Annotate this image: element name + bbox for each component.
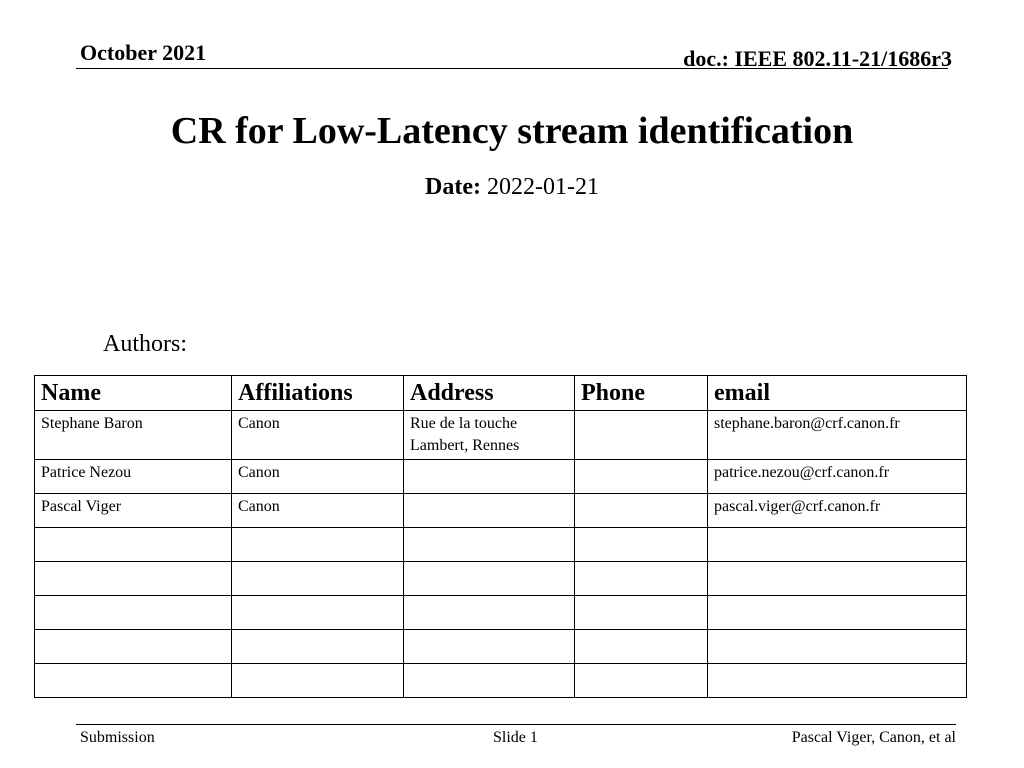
- footer-submission: Submission: [80, 729, 155, 746]
- author-address: [404, 528, 575, 562]
- author-name: [35, 562, 232, 596]
- author-phone: [575, 596, 708, 630]
- author-email: stephane.baron@crf.canon.fr: [708, 411, 967, 460]
- author-affiliation: Canon: [232, 460, 404, 494]
- author-phone: [575, 664, 708, 698]
- author-affiliation: [232, 596, 404, 630]
- table-row: [35, 411, 967, 460]
- table-row: [35, 664, 967, 698]
- author-phone: [575, 460, 708, 494]
- header-divider: [76, 68, 948, 69]
- column-header-email: email: [708, 376, 967, 411]
- table-row: [35, 494, 967, 528]
- author-name: Pascal Viger: [35, 494, 232, 528]
- author-name: [35, 664, 232, 698]
- author-phone: [575, 528, 708, 562]
- author-email: [708, 562, 967, 596]
- author-name: Patrice Nezou: [35, 460, 232, 494]
- author-email: patrice.nezou@crf.canon.fr: [708, 460, 967, 494]
- footer-author: Pascal Viger, Canon, et al: [791, 729, 956, 746]
- author-affiliation: [232, 630, 404, 664]
- author-email: [708, 596, 967, 630]
- author-name: [35, 630, 232, 664]
- author-address: [404, 596, 575, 630]
- author-email: pascal.viger@crf.canon.fr: [708, 494, 967, 528]
- footer-slide-number: Slide 1: [493, 729, 538, 746]
- author-affiliation: [232, 562, 404, 596]
- author-email: [708, 664, 967, 698]
- header-doc-id: doc.: IEEE 802.11-21/1686r3: [683, 46, 952, 71]
- table-row: [35, 562, 967, 596]
- authors-label: Authors:: [103, 331, 187, 357]
- author-address: [404, 664, 575, 698]
- footer-divider: [76, 724, 956, 725]
- author-phone: [575, 494, 708, 528]
- date-line: [0, 173, 1024, 201]
- author-address: [404, 630, 575, 664]
- authors-table: [34, 375, 967, 698]
- table-row: [35, 630, 967, 664]
- date-label: Date:: [425, 174, 481, 200]
- date-value: 2022-01-21: [486, 174, 599, 200]
- author-affiliation: Canon: [232, 494, 404, 528]
- author-affiliation: Canon: [232, 411, 404, 460]
- author-address: Rue de la touche Lambert, Rennes: [404, 411, 575, 460]
- author-name: [35, 528, 232, 562]
- author-phone: [575, 411, 708, 460]
- author-address: [404, 460, 575, 494]
- column-header-phone: Phone: [575, 376, 708, 411]
- authors-header-row: [35, 376, 967, 411]
- table-row: [35, 528, 967, 562]
- author-address: [404, 494, 575, 528]
- author-email: [708, 630, 967, 664]
- author-name: Stephane Baron: [35, 411, 232, 460]
- column-header-address: Address: [404, 376, 575, 411]
- author-phone: [575, 562, 708, 596]
- author-affiliation: [232, 664, 404, 698]
- column-header-name: Name: [35, 376, 232, 411]
- author-phone: [575, 630, 708, 664]
- author-name: [35, 596, 232, 630]
- table-row: [35, 596, 967, 630]
- header-date: October 2021: [80, 40, 207, 65]
- author-email: [708, 528, 967, 562]
- author-affiliation: [232, 528, 404, 562]
- slide-title: CR for Low-Latency stream identification: [170, 110, 854, 152]
- table-row: [35, 460, 967, 494]
- author-address: [404, 562, 575, 596]
- column-header-affiliations: Affiliations: [232, 376, 404, 411]
